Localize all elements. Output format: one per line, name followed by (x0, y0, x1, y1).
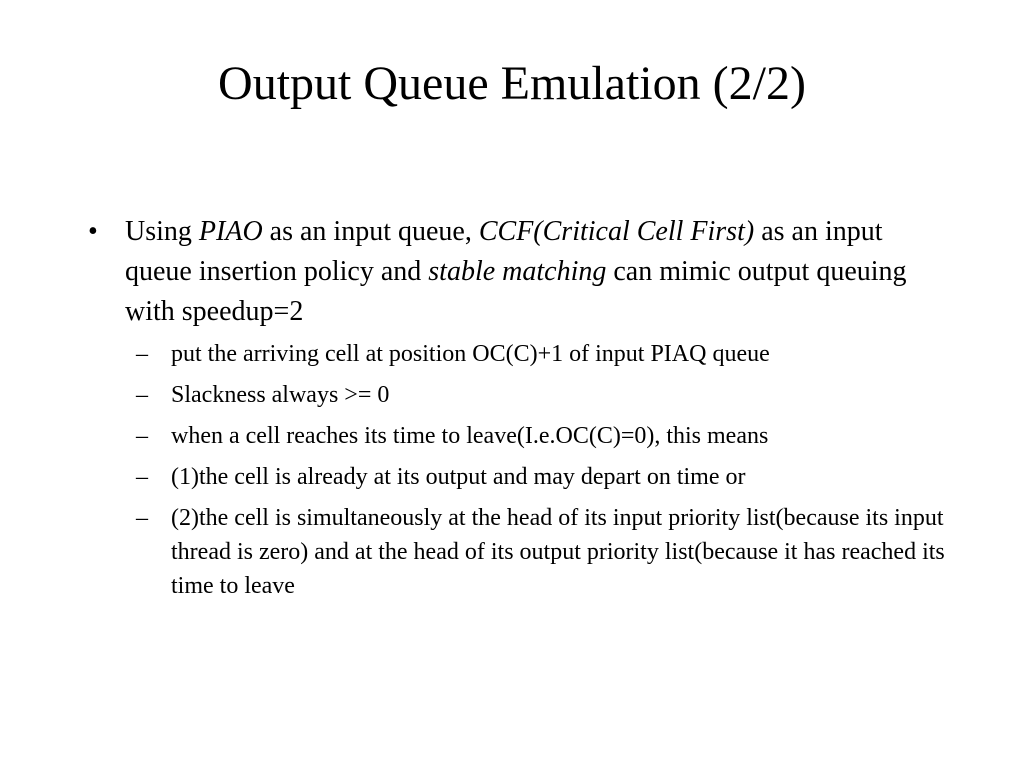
sub-bullet-marker: – (136, 382, 148, 408)
sub-bullet (136, 378, 948, 412)
slide-body (88, 212, 948, 610)
sub-bullet (136, 460, 948, 494)
main-bullet (88, 212, 948, 332)
sub-bullet (136, 501, 948, 603)
main-bullet-text (125, 216, 907, 327)
sub-bullet-text: Slackness always >= 0 (171, 382, 390, 408)
sub-bullet-text: put the arriving cell at position OC(C)+1 of input PIAQ queue (171, 341, 770, 367)
sub-bullet-text: when a cell reaches its time to leave(I.e.OC(C)=0), this means (171, 423, 769, 449)
sub-bullet-marker: – (136, 505, 148, 531)
sub-bullet-marker: – (136, 341, 148, 367)
main-bullet-segment-italic: stable matching (428, 256, 607, 287)
main-bullet-segment-italic: CCF(Critical Cell First) (478, 216, 755, 247)
main-bullet-segment: can mimic output queuing with speedup=2 (125, 256, 907, 327)
slide-title: Output Queue Emulation (2/2) (218, 57, 806, 110)
sub-bullet (136, 337, 948, 371)
sub-bullet-text: (1)the cell is already at its output and may depart on time or (171, 464, 746, 490)
sub-bullet-text: (2)the cell is simultaneously at the head of its input priority list(because its input thread is zero) and at the head of its output priority list(because it has reached its time to leave (171, 505, 945, 599)
main-bullet-segment: as an input queue, (262, 216, 479, 247)
bullet-marker: • (88, 216, 98, 247)
main-bullet-segment: Using (125, 216, 199, 247)
sub-bullet-list (88, 337, 948, 603)
main-bullet-segment-italic: PIAO (198, 216, 263, 247)
sub-bullet (136, 419, 948, 453)
sub-bullet-marker: – (136, 423, 148, 449)
sub-bullet-marker: – (136, 464, 148, 490)
main-bullet-segment: as an input queue insertion policy and (125, 216, 883, 287)
